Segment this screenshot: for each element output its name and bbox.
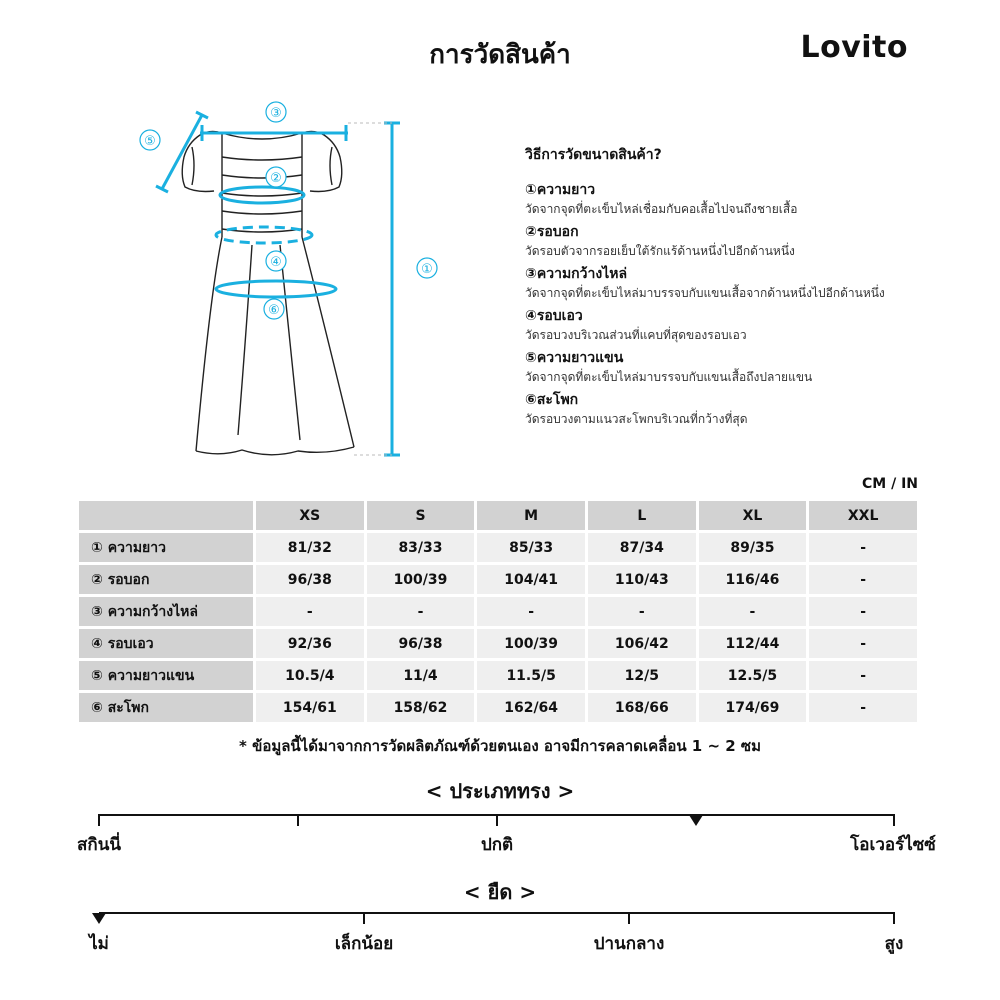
stretch-scale-label-none: ไม่ <box>89 934 109 954</box>
table-cell: - <box>809 565 917 594</box>
table-cell: 83/33 <box>367 533 475 562</box>
fit-scale-title: < ประเภททรง > <box>425 779 575 803</box>
unit-label: CM / IN <box>862 476 918 492</box>
measurement-guide <box>525 144 965 432</box>
table-cell: - <box>477 597 585 626</box>
marker-4: ④ <box>270 255 282 270</box>
table-cell: - <box>809 661 917 690</box>
table-cell: 162/64 <box>477 693 585 722</box>
guide-desc: วัดรอบวงตามแนวสะโพกบริเวณที่กว้างที่สุด <box>525 412 748 426</box>
guide-item-bust <box>525 222 965 260</box>
table-cell: - <box>588 597 696 626</box>
fit-scale-tick <box>98 814 100 826</box>
table-corner <box>79 501 253 530</box>
guide-item-length <box>525 180 965 218</box>
table-cell: 110/43 <box>588 565 696 594</box>
guide-desc: วัดจากจุดที่ตะเข็บไหล่เชื่อมกับคอเสื้อไปจนถึงชายเสื้อ <box>525 202 798 216</box>
table-cell: 168/66 <box>588 693 696 722</box>
table-cell: 154/61 <box>256 693 364 722</box>
guide-label: ①ความยาว <box>525 182 596 198</box>
table-cell: 106/42 <box>588 629 696 658</box>
guide-label: ③ความกว้างไหล่ <box>525 266 628 282</box>
table-cell: 116/46 <box>699 565 807 594</box>
measurement-note: * ข้อมูลนี้ได้มาจากการวัดผลิตภัณฑ์ด้วยตนเอง อาจมีการคลาดเคลื่อน 1 ~ 2 ซม <box>239 737 761 755</box>
guide-item-sleeve <box>525 348 965 386</box>
table-cell: - <box>699 597 807 626</box>
table-cell: - <box>256 597 364 626</box>
table-cell: 12/5 <box>588 661 696 690</box>
size-header: S <box>367 501 475 530</box>
table-cell: - <box>809 533 917 562</box>
table-cell: 100/39 <box>477 629 585 658</box>
marker-1: ① <box>421 262 433 277</box>
marker-3: ③ <box>270 106 282 121</box>
table-cell: 87/34 <box>588 533 696 562</box>
guide-desc: วัดจากจุดที่ตะเข็บไหล่มาบรรจบกับแขนเสื้อจากด้านหนึ่งไปอีกด้านหนึ่ง <box>525 286 885 300</box>
stretch-scale-label-slight: เล็กน้อย <box>334 934 394 954</box>
hip-line <box>216 281 336 297</box>
fit-scale-pointer-icon <box>689 815 703 826</box>
stretch-scale-label-high: สูง <box>884 934 904 954</box>
table-cell: 11/4 <box>367 661 475 690</box>
stretch-scale-tick <box>893 912 895 924</box>
measure-lines <box>156 112 400 455</box>
stretch-scale-title: < ยืด > <box>463 880 537 904</box>
table-cell: 10.5/4 <box>256 661 364 690</box>
table-row <box>79 693 917 722</box>
stretch-scale-line <box>99 912 895 914</box>
table-cell: 112/44 <box>699 629 807 658</box>
row-label: ④ รอบเอว <box>79 629 253 658</box>
guide-item-hip <box>525 390 965 428</box>
row-label: ⑤ ความยาวแขน <box>79 661 253 690</box>
guide-label: ⑤ความยาวแขน <box>525 350 624 366</box>
table-cell: 12.5/5 <box>699 661 807 690</box>
guide-label: ②รอบอก <box>525 224 579 240</box>
fit-scale-label-skinny: สกินนี่ <box>77 835 121 855</box>
stretch-scale-pointer-icon <box>92 913 106 924</box>
table-cell: 96/38 <box>367 629 475 658</box>
marker-6: ⑥ <box>268 303 280 318</box>
fit-scale-label-oversized: โอเวอร์ไซซ์ <box>850 835 936 855</box>
table-cell: - <box>809 597 917 626</box>
fit-scale-tick <box>893 814 895 826</box>
row-label: ② รอบอก <box>79 565 253 594</box>
fit-scale-tick <box>496 814 498 826</box>
row-label: ⑥ สะโพก <box>79 693 253 722</box>
table-cell: - <box>809 629 917 658</box>
size-header: M <box>477 501 585 530</box>
table-row <box>79 533 917 562</box>
table-cell: 92/36 <box>256 629 364 658</box>
fit-scale-label-regular: ปกติ <box>480 835 514 855</box>
guide-desc: วัดรอบวงบริเวณส่วนที่แคบที่สุดของรอบเอว <box>525 328 747 342</box>
stretch-scale-label-medium: ปานกลาง <box>593 934 665 954</box>
guide-label: ④รอบเอว <box>525 308 583 324</box>
table-cell: - <box>809 693 917 722</box>
brand-logo: Lovito <box>800 30 908 65</box>
guide-desc: วัดจากจุดที่ตะเข็บไหล่มาบรรจบกับแขนเสื้อถึงปลายแขน <box>525 370 813 384</box>
guide-title: วิธีการวัดขนาดสินค้า? <box>525 147 662 163</box>
guide-item-waist <box>525 306 965 344</box>
table-cell: 96/38 <box>256 565 364 594</box>
table-cell: 85/33 <box>477 533 585 562</box>
size-header: XL <box>699 501 807 530</box>
table-cell: 89/35 <box>699 533 807 562</box>
size-header: L <box>588 501 696 530</box>
page-title: การวัดสินค้า <box>429 40 571 70</box>
table-cell: - <box>367 597 475 626</box>
table-cell: 174/69 <box>699 693 807 722</box>
marker-5: ⑤ <box>144 134 156 149</box>
guide-item-shoulder <box>525 264 965 302</box>
table-cell: 158/62 <box>367 693 475 722</box>
table-row <box>79 565 917 594</box>
table-cell: 104/41 <box>477 565 585 594</box>
table-cell: 11.5/5 <box>477 661 585 690</box>
table-row <box>79 629 917 658</box>
table-cell: 81/32 <box>256 533 364 562</box>
table-cell: 100/39 <box>367 565 475 594</box>
guide-desc: วัดรอบตัวจากรอยเย็บใต้รักแร้ด้านหนึ่งไปอีกด้านหนึ่ง <box>525 244 795 258</box>
fit-scale-tick <box>297 814 299 826</box>
stretch-scale-tick <box>363 912 365 924</box>
table-row <box>79 661 917 690</box>
size-header: XS <box>256 501 364 530</box>
marker-2: ② <box>270 171 282 186</box>
stretch-scale-tick <box>628 912 630 924</box>
table-header-row <box>79 501 917 530</box>
guide-label: ⑥สะโพก <box>525 392 579 408</box>
waist-line <box>216 227 312 243</box>
row-label: ③ ความกว้างไหล่ <box>79 597 253 626</box>
row-label: ① ความยาว <box>79 533 253 562</box>
dress-diagram <box>130 95 440 465</box>
size-header: XXL <box>809 501 917 530</box>
table-row <box>79 597 917 626</box>
size-table <box>76 498 920 725</box>
